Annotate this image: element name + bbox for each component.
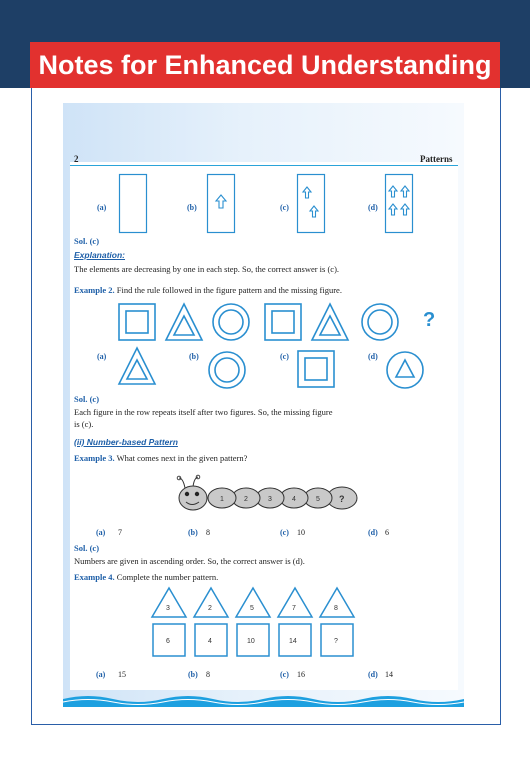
banner-title: Notes for Enhanced Understanding [30, 42, 500, 88]
ex2-option-d-figure [385, 350, 425, 390]
ex2-text: Find the rule followed in the figure pattern and the missing figure. [116, 285, 342, 295]
ex1-figure-d [385, 174, 413, 234]
ex3-solution: Sol. (c) [74, 543, 100, 553]
arrow-up-icon [389, 204, 397, 215]
ex1-figure-c [297, 174, 325, 234]
ex3-option-a-label: (a) [96, 528, 106, 537]
triangle-cell [236, 588, 270, 617]
ex3-option-b-value: 8 [206, 528, 210, 537]
ex1-option-b-label: (b) [187, 203, 197, 212]
ex4-statement [74, 572, 218, 582]
ex4-option-d-label: (d) [368, 670, 378, 679]
triangle-cell [194, 588, 228, 617]
page-number: 2 [74, 154, 79, 164]
square-cell [195, 624, 227, 656]
caterpillar-number-2: 2 [244, 496, 248, 503]
triangle-cell [278, 588, 312, 617]
ex2-label: Example 2. [74, 285, 115, 295]
ex2-statement [74, 285, 342, 295]
caterpillar-number-1: 1 [220, 496, 224, 503]
caterpillar-number-4: 4 [292, 496, 296, 503]
caterpillar-number-5: 5 [316, 496, 320, 503]
header-rule [70, 165, 458, 166]
ex4-option-b-label: (b) [188, 670, 198, 679]
ex4-option-a-value: 15 [118, 670, 126, 679]
triangle-number: 3 [166, 605, 170, 612]
circle-figure [362, 304, 398, 340]
ex4-text: Complete the number pattern. [116, 572, 219, 582]
caterpillar-number-3: 3 [268, 496, 272, 503]
ex3-option-a-value: 7 [118, 528, 122, 537]
square-cell [153, 624, 185, 656]
ex1-figure-a [119, 174, 147, 234]
section-heading: (ii) Number-based Pattern [74, 437, 178, 447]
ex2-solution: Sol. (c) [74, 394, 100, 404]
triangle-number: 2 [208, 605, 212, 612]
ex2-option-a-figure [117, 346, 157, 386]
ex1-solution: Sol. (c) [74, 236, 100, 246]
ex2-option-b-figure [207, 350, 247, 390]
ex3-option-d-label: (d) [368, 528, 378, 537]
arrow-up-icon [303, 187, 311, 198]
triangle-cell [320, 588, 354, 617]
ex3-text: What comes next in the given pattern? [116, 453, 248, 463]
square-cell [321, 624, 353, 656]
ex4-option-c-label: (c) [280, 670, 289, 679]
square-figure [119, 304, 155, 340]
ex4-label: Example 4. [74, 572, 115, 582]
square-number: 4 [208, 638, 212, 645]
triangle-cell [152, 588, 186, 617]
ex2-option-a-label: (a) [97, 352, 107, 361]
circle-figure [213, 304, 249, 340]
arrow-up-icon [401, 186, 409, 197]
square-number: 10 [247, 638, 255, 645]
ex4-option-d-value: 14 [385, 670, 393, 679]
square-cell [279, 624, 311, 656]
ex2-option-c-figure [297, 350, 337, 390]
ex1-option-c-label: (c) [280, 203, 289, 212]
ex3-option-b-label: (b) [188, 528, 198, 537]
ex1-option-d-label: (d) [368, 203, 378, 212]
ex3-label: Example 3. [74, 453, 115, 463]
ex4-option-c-value: 16 [297, 670, 305, 679]
chapter-title: Patterns [420, 154, 453, 164]
ex2-option-c-label: (c) [280, 352, 289, 361]
ex1-figure-b [207, 174, 235, 234]
arrow-up-icon [389, 186, 397, 197]
triangle-number: 5 [250, 605, 254, 612]
ex2-answer-line1: Each figure in the row repeats itself after two figures. So, the missing figure [74, 407, 333, 417]
square-figure [265, 304, 301, 340]
caterpillar-missing: ? [339, 494, 345, 504]
triangle-number: 7 [292, 605, 296, 612]
arrow-up-icon [310, 206, 318, 217]
caterpillar-figure [175, 474, 375, 522]
triangle-figure [312, 304, 348, 340]
footer-wave [63, 693, 464, 707]
ex4-option-b-value: 8 [206, 670, 210, 679]
square-cell [237, 624, 269, 656]
ex3-option-c-label: (c) [280, 528, 289, 537]
ex3-statement [74, 453, 247, 463]
triangle-figure [166, 304, 202, 340]
square-missing: ? [334, 638, 338, 645]
ex4-option-a-label: (a) [96, 670, 106, 679]
ex3-option-d-value: 6 [385, 528, 389, 537]
ex3-option-c-value: 10 [297, 528, 305, 537]
ex2-option-d-label: (d) [368, 352, 378, 361]
ex3-answer: Numbers are given in ascending order. So, the correct answer is (d). [74, 556, 305, 566]
ex2-figure-row [118, 302, 418, 344]
ex2-answer-line2: is (c). [74, 419, 94, 429]
triangle-number: 8 [334, 605, 338, 612]
arrow-up-icon [216, 195, 226, 208]
square-number: 14 [289, 638, 297, 645]
arrow-up-icon [401, 204, 409, 215]
ex2-option-b-label: (b) [189, 352, 199, 361]
explanation-text: The elements are decreasing by one in each step. So, the correct answer is (c). [74, 264, 340, 274]
explanation-heading: Explanation: [74, 250, 126, 260]
square-number: 6 [166, 638, 170, 645]
missing-figure-mark: ? [423, 309, 436, 331]
ex1-option-a-label: (a) [97, 203, 107, 212]
number-pattern-figure [150, 586, 360, 660]
